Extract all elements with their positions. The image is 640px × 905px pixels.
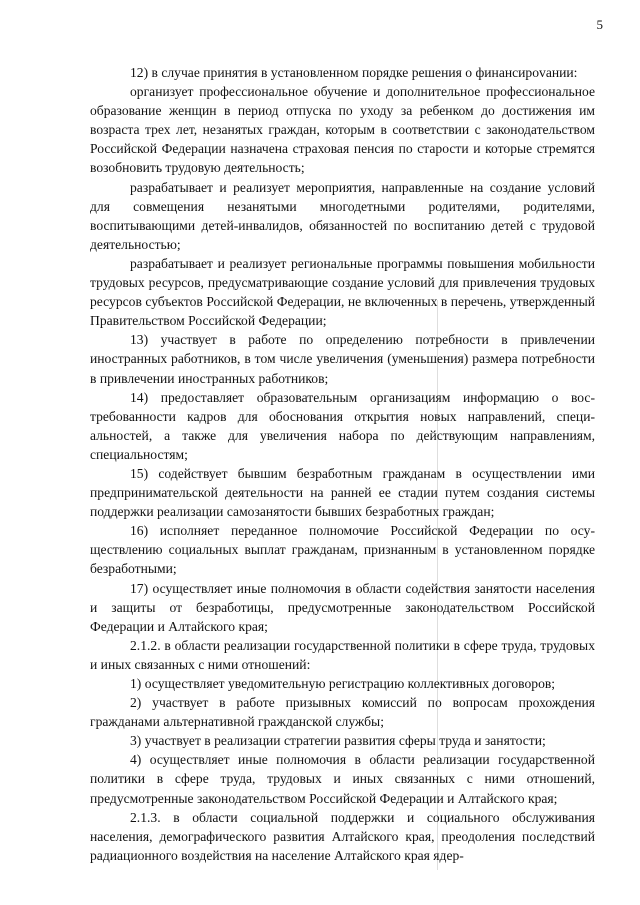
section-heading-2-1-2: 2.1.2. в области реализации государственной политики в сфере труда, трудовых и иных связанных с ними отношений:	[90, 637, 595, 672]
paragraph-item-15: 15) содействует бывшим безработным гражданам в осуществлении ими предпринимательской деятельности на ранней ее стадии путем создания системы поддержки реализации самозанятости бывших безработных граждан;	[90, 465, 595, 520]
page-number: 5	[596, 17, 603, 32]
paragraph-combining-conditions: разрабатывает и реализует мероприятия, направленные на создание условий для совмещения незанятыми многодетными родителями, родителями, воспитывающими детей-инвалидов, обязанностей по воспитанию детей с трудовой деятельностью;	[90, 179, 595, 252]
paragraph-item-13: 13) участвует в работе по определению потребности в привлечении иностранных работников, в том числе увеличения (уменьшения) размера потребности в привлечении иностранных работников;	[90, 332, 595, 386]
paragraph-item-14: 14) предоставляет образовательным организациям информацию о востребованности кадров для обоснования открытия новых направлений, специальностей, а также для увеличения набора по действующим направлениям, специальностям;	[90, 389, 595, 462]
paragraph-2-1-2-item-1: 1) осуществляет уведомительную регистрацию коллективных договоров;	[130, 676, 556, 691]
paragraph-item-16: 16) исполняет переданное полномочие Российской Федерации по осуществлению социальных выплат гражданам, признанным в установленном порядке безработными;	[90, 523, 595, 577]
paragraph-item-12: 12) в случае принятия в установленном порядке решения о финансироvании:	[130, 65, 578, 80]
paragraph-2-1-2-item-3: 3) участвует в реализации стратегии развития сферы труда и занятости;	[130, 733, 546, 749]
paragraph-vocational-training: организует профессиональное обучение и дополнительное профессиональное образование женщин в период отпуска по уходу за ребенком до достижения им возраста трех лет, незанятых граждан, которым в соответствии с законодательством Российской Федерации назначена страховая пенсия по старости и которые стремятся возобновить трудовую деятельность;	[90, 84, 595, 176]
paragraph-item-17: 17) осуществляет иные полномочия в области содействия занятости населения и защиты от безработицы, предусмотренные законодательством Российской Федерации и Алтайского края;	[90, 580, 595, 634]
paragraph-2-1-2-item-4: 4) осуществляет иные полномочия в области реализации государственной политики в сфере труда, трудовых и иных связанных с ними отношений, предусмотренные законодательством Российской Федерации и Алтайского края;	[90, 752, 595, 806]
section-heading-2-1-3: 2.1.3. в области социальной поддержки и социального обслуживания населения, демографического развития Алтайского края, преодоления последствий радиационного воздействия на население Алтайского края ядер-	[90, 809, 595, 863]
paragraph-labor-mobility: разрабатывает и реализует региональные программы повышения мобильности трудовых ресурсов, предусматривающие создание условий для привлечения трудовых ресурсов субъектов Российской Федерации, не включенных в перечень, утвержденный Правительством Российской Федерации;	[90, 255, 595, 329]
document-body	[90, 63, 595, 865]
paragraph-2-1-2-item-2: 2) участвует в работе призывных комиссий по вопросам прохождения гражданами альтернативной гражданской службы;	[90, 695, 595, 730]
